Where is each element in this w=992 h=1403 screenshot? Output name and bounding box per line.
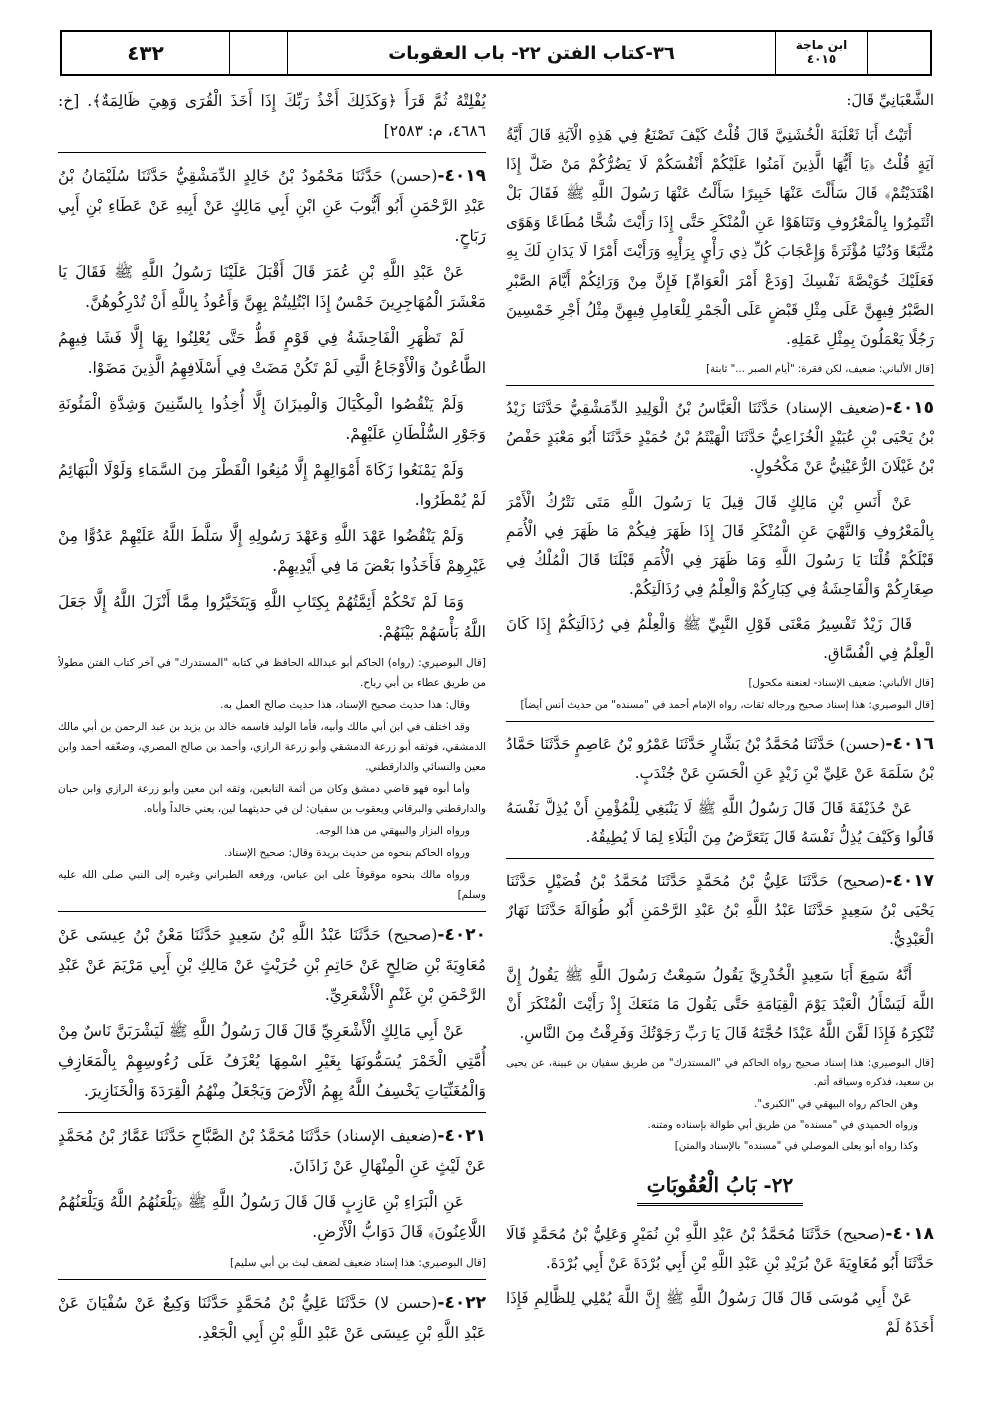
body-paragraph: لَمْ تَظْهَرِ الْفَاحِشَةُ فِي قَوْمٍ قَطُّ حَتَّى يُعْلِنُوا بِهَا إِلَّا فَشَا فِيهِمُ الطَّاعُونُ وَالْأَوْجَاعُ الَّتِي لَمْ تَكُنْ مَضَتْ فِي أَسْلَافِهِمُ الَّذِينَ مَضَوْا. xyxy=(58,329,486,377)
footnote: [قال البوصيري: هذا إسناد ضعيف لضعف ليث بن أبي سليم] xyxy=(229,1257,486,1269)
page-header xyxy=(60,30,932,76)
footnote: [قال البوصيري: هذا إسناد صحيح رواه الحاكم في "المستدرك" من طريق سفيان بن عيينة، عن يحيى بن سعيد، فذكره وسياقه أتم. xyxy=(506,1057,934,1089)
footnote: وأما أبوه فهو قاضي دمشق وكان من أئمة التابعين، وثقه ابن معين وأبو زرعة الرازي وابن حبان والدارقطني والبرقاني ويعقوب بن سفيان: لن في حديثهما لين، يعني خالداً وأباه. xyxy=(58,783,486,815)
hadith-entry xyxy=(506,1220,934,1278)
separator-line xyxy=(506,721,934,722)
separator-line xyxy=(58,911,486,912)
hadith-text: (ضعيف الإسناد) حَدَّثَنَا مُحَمَّدُ بْنُ الصَّبَّاحِ حَدَّثَنَا عَمَّارُ بْنُ مُحَمَّدٍ عَنْ لَيْثٍ عَنِ الْمِنْهَالِ عَنْ زَاذَانَ. xyxy=(58,1127,486,1175)
chapter-title: ٢٢- بَابُ الْعُقُوبَاتِ xyxy=(637,1173,803,1206)
hadith-dash: - xyxy=(437,166,445,186)
body-paragraph: أَتَيْتُ أَبَا ثَعْلَبَةَ الْخُشَنِيَّ قَالَ قُلْتُ كَيْفَ تَصْنَعُ فِي هَذِهِ الْآيَةِ قَالَ أَيَّةُ آيَةٍ قُلْتُ ﴿يَا أَيُّهَا الَّذِينَ آمَنُوا عَلَيْكُمْ أَنْفُسَكُمْ لَا يَضُرُّكُمْ مَنْ ضَلَّ إِذَا اهْتَدَيْتُمْ﴾ قَالَ سَأَلْتَ عَنْهَا خَبِيرًا سَأَلْتُ عَنْهَا رَسُولَ اللَّهِ ﷺ فَقَالَ بَلْ ائْتَمِرُوا بِالْمَعْرُوفِ وَتَنَاهَوْا عَنِ الْمُنْكَرِ حَتَّى إِذَا رَأَيْتَ شُحًّا مُطَاعًا وَهَوًى مُتَّبَعًا وَدُنْيَا مُؤْثَرَةً وَإِعْجَابَ كُلِّ ذِي رَأْيٍ بِرَأْيِهِ وَرَأَيْتَ أَمْرًا لَا يَدَانِ لَكَ بِهِ فَعَلَيْكَ خُوَيْصَّةَ نَفْسِكَ [وَدَعْ أَمْرَ الْعَوَامِّ] فَإِنَّ مِنْ وَرَائِكُمْ أَيَّامَ الصَّبْرِ الصَّبْرُ فِيهِنَّ عَلَى مِثْلِ قَبْضٍ عَلَى الْجَمْرِ لِلْعَامِلِ فِيهِنَّ مِثْلُ أَجْرِ خَمْسِينَ رَجُلًا يَعْمَلُونَ بِمِثْلِ عَمَلِهِ. xyxy=(506,126,934,348)
hadith-text: (حسن) حَدَّثَنَا مَحْمُودُ بْنُ خَالِدٍ الدِّمَشْقِيُّ حَدَّثَنَا سُلَيْمَانُ بْنُ عَبْدِ الرَّحْمَنِ أَبُو أَيُّوبَ عَنِ ابْنِ أَبِي مَالِكٍ عَنْ أَبِيهِ عَنْ عَطَاءِ بْنِ أَبِي رَبَاحٍ. xyxy=(58,167,486,245)
hadith-number: ٤٠١٧ xyxy=(892,871,934,892)
footnote: وهن الحاكم رواه البيهقي في "الكبرى". xyxy=(754,1098,918,1110)
separator-line xyxy=(58,1279,486,1280)
body-paragraph: وَلَمْ يَمْنَعُوا زَكَاةَ أَمْوَالِهِمْ إِلَّا مُنِعُوا الْقَطْرَ مِنَ السَّمَاءِ وَلَوْلَا الْبَهَائِمُ لَمْ يُمْطَرُوا. xyxy=(58,461,486,509)
header-spacer-right xyxy=(868,32,930,74)
hadith-dash: - xyxy=(885,871,893,892)
hadith-dash: - xyxy=(437,1293,445,1313)
right-column xyxy=(506,86,934,1376)
body-paragraph: الشَّعْبَانِيِّ قَالَ: xyxy=(846,91,934,109)
hadith-entry xyxy=(506,867,934,954)
footnote: [قال الألباني: ضعيف، لكن فقرة: "أيام الصبر ..." ثابتة] xyxy=(706,363,934,375)
footnote: وقد اختلف في ابن أبي مالك وأبيه، فأما الوليد فاسمه خالد بن يزيد بن عبد الرحمن بن أبي مالك الدمشقي، فوثقه أبو زرعة الدمشقي وأبو زرعة الرازي، وأحمد بن صالح المصري، وضعّفه أحمد وابن معين والنسائي والدارقطني. xyxy=(58,721,486,773)
hadith-entry xyxy=(58,1288,486,1348)
hadith-entry xyxy=(506,730,934,788)
hadith-text: (حسن) حَدَّثَنَا مُحَمَّدُ بْنُ بَشَّارٍ حَدَّثَنَا عَمْرُو بْنُ عَاصِمٍ حَدَّثَنَا حَمَّادُ بْنُ سَلَمَةَ عَنْ عَلِيِّ بْنِ زَيْدٍ عَنِ الْحَسَنِ عَنْ جُنْدَبٍ. xyxy=(506,734,934,782)
body-paragraph: يُفْلِتْهُ ثُمَّ قَرَأَ ﴿وَكَذَلِكَ أَخْذُ رَبِّكَ إِذَا أَخَذَ الْقُرَى وَهِيَ ظَالِمَةٌ﴾. [خ: ٤٦٨٦، م: ٢٥٨٣] xyxy=(58,92,486,140)
body-paragraph: وَمَا لَمْ تَحْكُمْ أَئِمَّتُهُمْ بِكِتَابِ اللَّهِ وَيَتَخَيَّرُوا مِمَّا أَنْزَلَ اللَّهُ إِلَّا جَعَلَ اللَّهُ بَأْسَهُمْ بَيْنَهُمْ. xyxy=(58,593,486,641)
separator-line xyxy=(58,152,486,153)
footnote: ورواه البزار والبيهقي من هذا الوجه. xyxy=(315,825,470,837)
hadith-number: ٤٠٢١ xyxy=(444,1126,486,1146)
running-title: ٣٦-كتاب الفتن ٢٢- باب العقوبات xyxy=(288,32,776,74)
hadith-text: (ضعيف الإسناد) حَدَّثَنَا الْعَبَّاسُ بْنُ الْوَلِيدِ الدِّمَشْقِيُّ حَدَّثَنَا زَيْدُ بْنُ يَحْيَى بْنِ عُبَيْدٍ الْخُزَاعِيُّ حَدَّثَنَا الْهَيْثَمُ بْنُ حُمَيْدٍ حَدَّثَنَا أَبُو مَعْبَدٍ حَفْصُ بْنُ غَيْلَانَ الرُّعَيْنِيُّ عَنْ مَكْحُولٍ. xyxy=(506,399,934,476)
hadith-dash: - xyxy=(437,1126,445,1146)
body-paragraph: وَلَمْ يَنْقُضُوا عَهْدَ اللَّهِ وَعَهْدَ رَسُولِهِ إِلَّا سَلَّطَ اللَّهُ عَلَيْهِمْ عَدُوًّا مِنْ غَيْرِهِمْ فَأَخَذُوا بَعْضَ مَا فِي أَيْدِيهِمْ. xyxy=(58,527,486,575)
left-column xyxy=(58,86,486,1376)
hadith-entry xyxy=(506,394,934,481)
hadith-dash: - xyxy=(885,733,893,754)
body-paragraph: عَنْ أَبِي مَالِكٍ الْأَشْعَرِيِّ قَالَ قَالَ رَسُولُ اللَّهِ ﷺ لَيَشْرَبَنَّ نَاسٌ مِنْ أُمَّتِي الْخَمْرَ يُسَمُّونَهَا بِغَيْرِ اسْمِهَا يُعْزَفُ عَلَى رُءُوسِهِمْ بِالْمَعَازِفِ وَالْمُغَنِّيَاتِ يَخْسِفُ اللَّهُ بِهِمُ الْأَرْضَ وَيَجْعَلُ مِنْهُمُ الْقِرَدَةَ وَالْخَنَازِيرَ. xyxy=(58,1022,486,1100)
hadith-number: ٤٠٢٠ xyxy=(444,925,486,945)
hadith-text: (صحيح) حَدَّثَنَا عَبْدُ اللَّهِ بْنُ سَعِيدٍ حَدَّثَنَا مَعْنُ بْنُ عِيسَى عَنْ مُعَاوِيَةَ بْنِ صَالِحٍ عَنْ حَاتِمِ بْنِ حُرَيْثٍ عَنْ مَالِكِ بْنِ أَبِي مَرْيَمَ عَنْ عَبْدِ الرَّحْمَنِ بْنِ غَنْمٍ الْأَشْعَرِيِّ. xyxy=(58,926,486,1004)
page-number: ٤٣٢ xyxy=(62,32,230,74)
hadith-entry xyxy=(58,920,486,1010)
body-paragraph: عَنْ حُذَيْفَةَ قَالَ قَالَ رَسُولُ اللَّهِ ﷺ لَا يَنْبَغِي لِلْمُؤْمِنِ أَنْ يُذِلَّ نَفْسَهُ قَالُوا وَكَيْفَ يُذِلُّ نَفْسَهُ قَالَ يَتَعَرَّضُ مِنَ الْبَلَاءِ لِمَا لَا يُطِيقُهُ. xyxy=(506,799,934,847)
hadith-entry xyxy=(58,161,486,251)
header-spacer-left xyxy=(230,32,288,74)
body-paragraph: وَلَمْ يَنْقُصُوا الْمِكْيَالَ وَالْمِيزَانَ إِلَّا أُخِذُوا بِالسِّنِينَ وَشِدَّةِ الْمَئُونَةِ وَجَوْرِ السُّلْطَانِ عَلَيْهِمْ. xyxy=(58,395,486,443)
hadith-number: ٤٠٢٢ xyxy=(444,1293,486,1313)
footnote: [قال البوصيري: (رواه) الحاكم أبو عبدالله الحافظ في كتابه "المستدرك" في آخر كتاب الفتن مطولاً من طريق عطاء بن أبي رباح. xyxy=(58,657,486,689)
book-name: ابن ماجة xyxy=(795,38,848,53)
footnote: ورواه الحميدي في "مسنده" من طريق أبي طوالة بإسناده ومتنه. xyxy=(647,1120,918,1132)
separator-line xyxy=(506,858,934,859)
footnote: ورواه مالك بنحوه موقوفاً على ابن عباس، ورفعه الطبراني وغيره إلى النبي صلى الله عليه وسلم] xyxy=(58,869,486,901)
hadith-text: (صحيح) حَدَّثَنَا عَلِيُّ بْنُ مُحَمَّدٍ حَدَّثَنَا مُحَمَّدُ بْنُ فُضَيْلٍ حَدَّثَنَا يَحْيَى بْنُ سَعِيدٍ حَدَّثَنَا عَبْدُ اللَّهِ بْنُ عَبْدِ الرَّحْمَنِ أَبُو طُوَالَةَ حَدَّثَنَا نَهَارٌ الْعَبْدِيُّ. xyxy=(506,872,934,949)
separator-line xyxy=(58,1112,486,1113)
footnote: [قال البوصيري: هذا إسناد صحيح ورجاله ثقات، رواه الإمام أحمد في "مسنده" من حديث أنس أيضاً] xyxy=(520,699,934,711)
body-paragraph: قَالَ زَيْدٌ تَفْسِيرُ مَعْنَى قَوْلِ النَّبِيِّ ﷺ وَالْعِلْمُ فِي رُذَالَتِكُمْ إِذَا كَانَ الْعِلْمُ فِي الْفُسَّاقِ. xyxy=(506,614,934,662)
body-paragraph: عَنْ أَبِي مُوسَى قَالَ قَالَ رَسُولُ اللَّهِ ﷺ إِنَّ اللَّهَ يُمْلِي لِلظَّالِمِ فَإِذَا أَخَذَهُ لَمْ xyxy=(506,1289,934,1337)
hadith-entry xyxy=(58,1121,486,1181)
hadith-range: ٤٠١٥ xyxy=(806,52,837,66)
hadith-text: (صحيح) حَدَّثَنَا مُحَمَّدُ بْنُ عَبْدِ اللَّهِ بْنِ نُمَيْرٍ وَعَلِيُّ بْنُ مُحَمَّدٍ قَالَا حَدَّثَنَا أَبُو مُعَاوِيَةَ عَنْ بُرَيْدِ بْنِ عَبْدِ اللَّهِ بْنِ أَبِي بُرْدَةَ عَنْ أَبِي بُرْدَةَ. xyxy=(506,1224,934,1272)
hadith-text: (حسن لا) حَدَّثَنَا عَلِيُّ بْنُ مُحَمَّدٍ حَدَّثَنَا وَكِيعٌ عَنْ سُفْيَانَ عَنْ عَبْدِ اللَّهِ بْنِ عِيسَى عَنْ عَبْدِ اللَّهِ بْنِ أَبِي الْجَعْدِ. xyxy=(58,1294,486,1342)
separator-line xyxy=(506,385,934,386)
hadith-number: ٤٠١٩ xyxy=(444,166,486,186)
body-paragraph: أَنَّهُ سَمِعَ أَبَا سَعِيدٍ الْخُدْرِيَّ يَقُولُ سَمِعْتُ رَسُولَ اللَّهِ ﷺ يَقُولُ إِنَّ اللَّهَ لَيَسْأَلُ الْعَبْدَ يَوْمَ الْقِيَامَةِ حَتَّى يَقُولَ مَا مَنَعَكَ إِذْ رَأَيْتَ الْمُنْكَرَ أَنْ تُنْكِرَهُ فَإِذَا لَقَّنَ اللَّهُ عَبْدًا حُجَّتَهُ قَالَ يَا رَبِّ رَجَوْتُكَ وَفَرِقْتُ مِنَ النَّاسِ. xyxy=(506,965,934,1042)
hadith-dash: - xyxy=(885,1223,893,1244)
body-paragraph: عَنْ أَنَسِ بْنِ مَالِكٍ قَالَ قِيلَ يَا رَسُولَ اللَّهِ مَتَى نَتْرُكُ الْأَمْرَ بِالْمَعْرُوفِ وَالنَّهْيَ عَنِ الْمُنْكَرِ قَالَ إِذَا ظَهَرَ فِيكُمْ مَا ظَهَرَ فِي الْأُمَمِ قَبْلَكُمْ قُلْنَا يَا رَسُولَ اللَّهِ وَمَا ظَهَرَ فِي الْأُمَمِ قَبْلَنَا قَالَ الْمُلْكُ فِي صِغَارِكُمْ وَالْفَاحِشَةُ فِي كِبَارِكُمْ وَالْعِلْمُ فِي رُذَالَتِكُمْ. xyxy=(506,492,934,598)
footnote: ورواه الحاكم بنحوه من حديث بريدة وقال: صحيح الإسناد. xyxy=(224,847,470,859)
body-paragraph: عَنْ عَبْدِ اللَّهِ بْنِ عُمَرَ قَالَ أَقْبَلَ عَلَيْنَا رَسُولُ اللَّهِ ﷺ فَقَالَ يَا مَعْشَرَ الْمُهَاجِرِينَ خَمْسٌ إِذَا ابْتُلِيتُمْ بِهِنَّ وَأَعُوذُ بِاللَّهِ أَنْ تُدْرِكُوهُنَّ. xyxy=(58,263,486,311)
footnote: وكذا رواه أبو يعلى الموصلي في "مسنده" بالإسناد والمتن] xyxy=(674,1141,918,1153)
hadith-dash: - xyxy=(885,398,893,419)
footnote: وقال: هذا حديث صحيح الإسناد، هذا حديث صالح العمل به. xyxy=(220,699,470,711)
chapter-heading xyxy=(506,1173,934,1206)
book-info xyxy=(776,32,868,74)
hadith-number: ٤٠١٥ xyxy=(892,398,934,419)
hadith-dash: - xyxy=(437,925,445,945)
hadith-number: ٤٠١٨ xyxy=(892,1223,934,1244)
hadith-number: ٤٠١٦ xyxy=(892,733,934,754)
footnote: [قال الألباني: ضعيف الإسناد- لعنعنة مكحول] xyxy=(748,678,934,690)
body-paragraph: عَنِ الْبَرَاءِ بْنِ عَازِبٍ قَالَ قَالَ رَسُولُ اللَّهِ ﷺ ﴿يَلْعَنُهُمُ اللَّهُ وَيَلْعَنُهُمُ اللَّاعِنُونَ﴾ قَالَ دَوَابُّ الْأَرْضِ. xyxy=(58,1193,486,1241)
